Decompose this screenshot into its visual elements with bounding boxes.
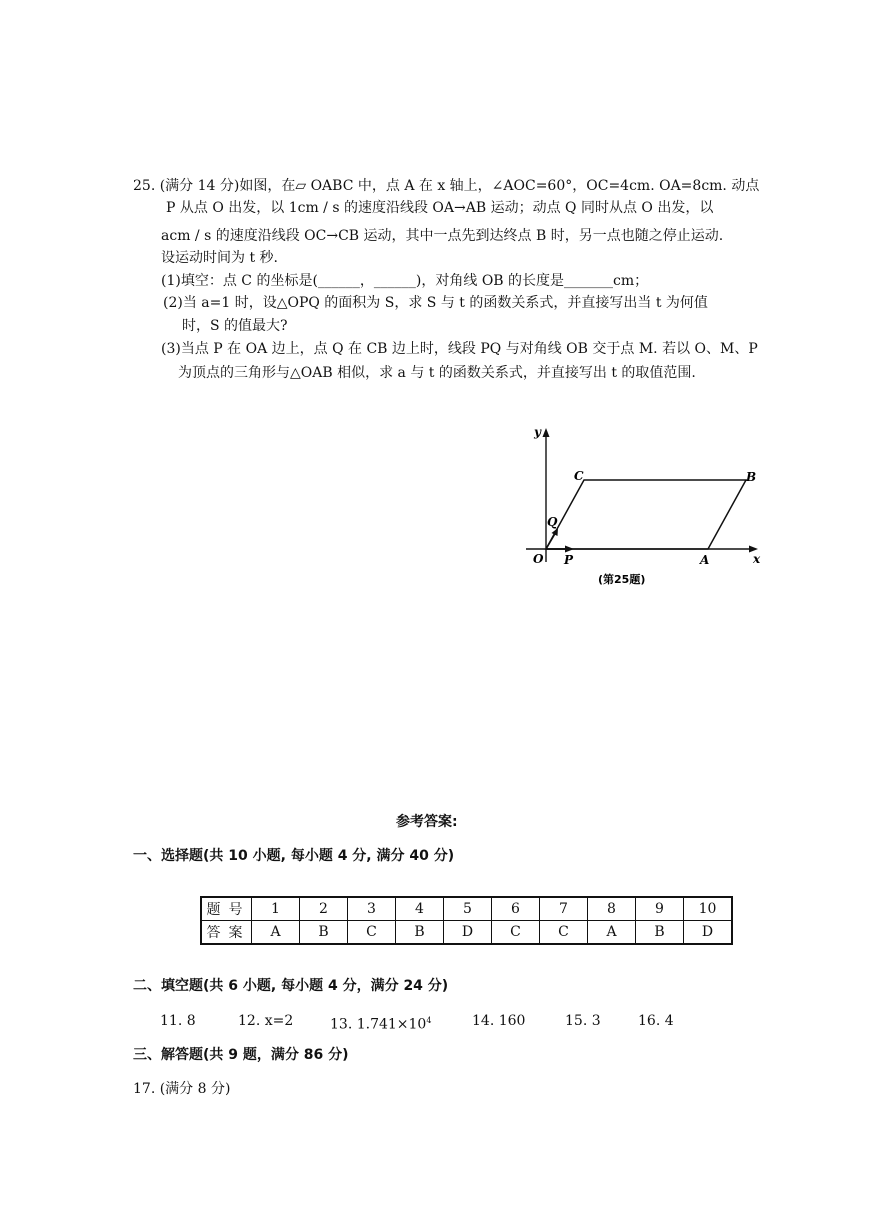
table-cell: 10 xyxy=(684,897,733,921)
table-cell: 7 xyxy=(540,897,588,921)
table-cell: 6 xyxy=(492,897,540,921)
problem-line-8: (3)当点 P 在 OA 边上，点 Q 在 CB 边上时，线段 PQ 与对角线 OB 交于点 M. 若以 O、M、P xyxy=(161,341,758,357)
p-arrowhead xyxy=(565,546,574,553)
figure-caption: (第25题) xyxy=(598,573,646,586)
table-cell: 1 xyxy=(252,897,300,921)
problem-line-6: (2)当 a=1 时，设△OPQ 的面积为 S，求 S 与 t 的函数关系式，并直接写出当 t 为何值 xyxy=(163,295,708,311)
table-cell: B xyxy=(636,921,684,945)
table-cell: C xyxy=(540,921,588,945)
problem-line-1: 25. (满分 14 分)如图，在▱ OABC 中，点 A 在 x 轴上，∠AOC=60°，OC=4cm. OA=8cm. 动点 xyxy=(133,178,760,194)
table-cell: A xyxy=(252,921,300,945)
question-17: 17. (满分 8 分) xyxy=(133,1081,231,1097)
table-cell: 8 xyxy=(588,897,636,921)
fill-answer-16: 16. 4 xyxy=(638,1013,674,1029)
fill-answer-14: 14. 160 xyxy=(472,1013,526,1029)
problem-line-7: 时，S 的值最大? xyxy=(182,318,288,334)
label-a: A xyxy=(700,553,710,567)
table-row-numbers xyxy=(201,897,732,921)
section-2-heading: 二、填空题(共 6 小题, 每小题 4 分，满分 24 分) xyxy=(133,978,449,994)
problem-line-9: 为顶点的三角形与△OAB 相似，求 a 与 t 的函数关系式，并直接写出 t 的取值范围. xyxy=(178,365,696,381)
table-head-answer: 答案 xyxy=(201,921,252,945)
table-cell: B xyxy=(396,921,444,945)
problem-line-2: P 从点 O 出发，以 1cm / s 的速度沿线段 OA→AB 运动；动点 Q 同时从点 O 出发，以 xyxy=(166,200,714,216)
table-cell: C xyxy=(492,921,540,945)
table-head-number: 题号 xyxy=(201,897,252,921)
parallelogram-oabc xyxy=(546,480,746,549)
problem-line-3: acm / s 的速度沿线段 OC→CB 运动，其中一点先到达终点 B 时，另一点也随之停止运动. xyxy=(161,228,724,244)
label-y: y xyxy=(534,425,541,439)
fill-answer-13-exponent: 4 xyxy=(426,1016,432,1025)
table-cell: 2 xyxy=(300,897,348,921)
label-q: Q xyxy=(547,515,558,529)
table-cell: A xyxy=(588,921,636,945)
parallelogram-figure xyxy=(520,422,770,594)
table-cell: B xyxy=(300,921,348,945)
table-cell: 4 xyxy=(396,897,444,921)
q-arrow xyxy=(546,532,556,549)
answer-table xyxy=(200,896,733,945)
answers-title: 参考答案: xyxy=(396,814,458,830)
label-p: P xyxy=(564,553,574,567)
label-c: C xyxy=(574,469,584,483)
fill-answer-15: 15. 3 xyxy=(565,1013,601,1029)
table-cell: D xyxy=(684,921,733,945)
fill-answer-13 xyxy=(330,1011,431,1035)
fill-answer-11: 11. 8 xyxy=(160,1013,196,1029)
problem-line-4: 设运动时间为 t 秒. xyxy=(161,250,278,266)
problem-line-5: (1)填空：点 C 的坐标是(______，______)，对角线 OB 的长度是_______cm； xyxy=(161,273,649,289)
section-1-heading: 一、选择题(共 10 小题, 每小题 4 分, 满分 40 分) xyxy=(133,848,455,864)
table-cell: 9 xyxy=(636,897,684,921)
table-cell: 3 xyxy=(348,897,396,921)
table-cell: 5 xyxy=(444,897,492,921)
table-row-choices xyxy=(201,921,732,945)
label-x: x xyxy=(753,552,761,566)
table-cell: C xyxy=(348,921,396,945)
fill-answer-13-base: 13. 1.741×10 xyxy=(330,1016,427,1033)
label-o: O xyxy=(533,552,544,566)
section-3-heading: 三、解答题(共 9 题，满分 86 分) xyxy=(133,1047,349,1063)
y-axis-arrow xyxy=(543,428,550,437)
fill-answer-12: 12. x=2 xyxy=(238,1013,294,1029)
label-b: B xyxy=(746,470,757,484)
table-cell: D xyxy=(444,921,492,945)
